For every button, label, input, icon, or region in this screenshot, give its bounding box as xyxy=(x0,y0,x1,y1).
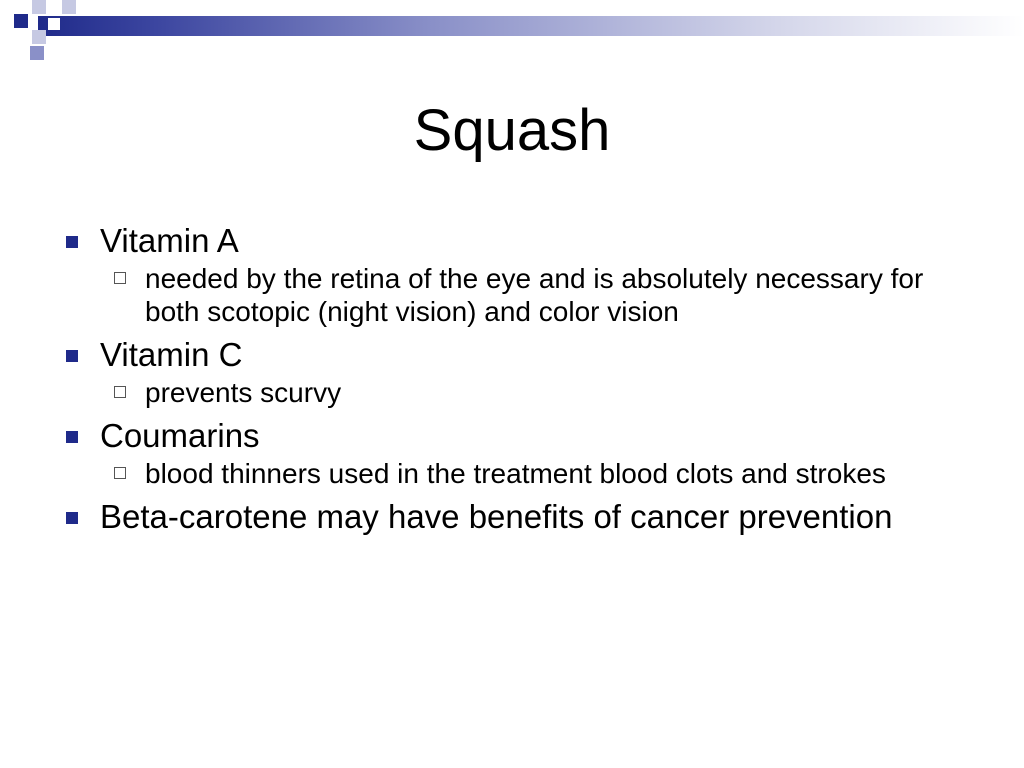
decorative-square xyxy=(62,0,76,14)
hollow-square-icon xyxy=(114,272,126,284)
decorative-square xyxy=(48,18,60,30)
bullet-item xyxy=(62,336,962,374)
sub-bullet-text: needed by the retina of the eye and is absolutely necessary for both scotopic (night vision) and color vision xyxy=(145,263,924,327)
bullet-item xyxy=(62,498,962,536)
bullet-item xyxy=(62,222,962,260)
filled-square-icon xyxy=(66,236,78,248)
filled-square-icon xyxy=(66,512,78,524)
slide-title: Squash xyxy=(413,98,611,163)
bullet-item xyxy=(62,417,962,455)
bullet-text: Vitamin A xyxy=(100,222,239,259)
decorative-square xyxy=(32,0,46,14)
sub-bullet-text: blood thinners used in the treatment blood clots and strokes xyxy=(145,458,886,489)
decorative-square xyxy=(30,46,44,60)
sub-bullet-item xyxy=(62,457,962,490)
slide-content xyxy=(62,222,962,536)
filled-square-icon xyxy=(66,350,78,362)
decorative-square xyxy=(14,14,28,28)
bullet-text: Coumarins xyxy=(100,417,260,454)
hollow-square-icon xyxy=(114,386,126,398)
bullet-text: Beta-carotene may have benefits of cancer prevention xyxy=(100,498,893,535)
decorative-square xyxy=(32,30,46,44)
sub-bullet-item xyxy=(62,262,962,328)
sub-bullet-text: prevents scurvy xyxy=(145,377,342,408)
sub-bullet-item xyxy=(62,376,962,409)
bullet-text: Vitamin C xyxy=(100,336,243,373)
hollow-square-icon xyxy=(114,467,126,479)
header-gradient-band xyxy=(38,16,1024,36)
filled-square-icon xyxy=(66,431,78,443)
